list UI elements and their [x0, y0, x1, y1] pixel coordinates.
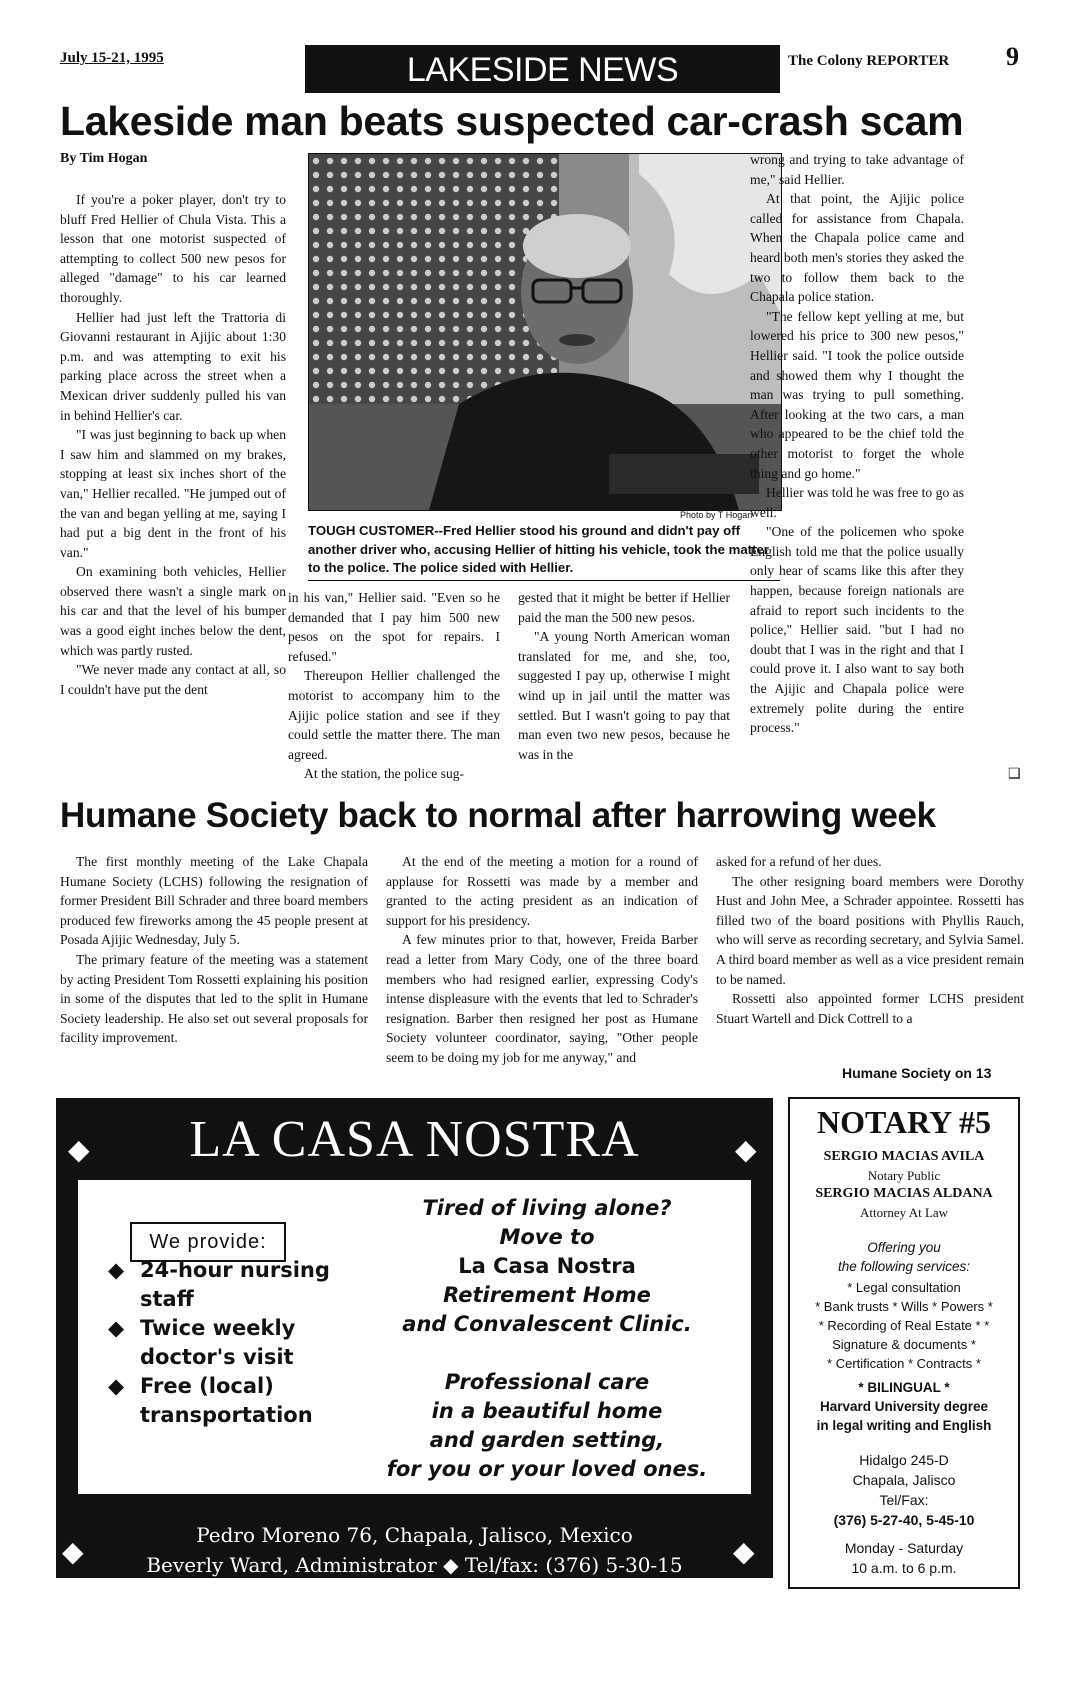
offering-line: Offering you — [867, 1240, 941, 1255]
paragraph: The other resigning board members were Dorothy Hust and John Mee, a Schrader appointee. Rossetti has filled two of the board positions with Phyllis Rauch, who will serve as recording secretary, and Sylvia Samel. A third board member as well as a vice president remain to be named. — [716, 873, 1024, 987]
pitch-line: Move to — [499, 1225, 595, 1249]
paragraph: On examining both vehicles, Hellier observed there wasn't a single mark on his car and that the level of his bumper was a good eight inches below the dent, which was partly rusted. — [60, 564, 286, 658]
story1-column-2 — [288, 588, 500, 784]
notary-address: Hidalgo 245-D — [859, 1452, 949, 1468]
story1-headline: Lakeside man beats suspected car-crash scam — [60, 98, 964, 144]
story1-column-1 — [60, 190, 286, 699]
service-item: 24-hour nursing staff — [140, 1258, 330, 1311]
paragraph: Thereupon Hellier challenged the motorist to accompany him to the Ajijic police station and see if they could settle the matter there. The man agreed. — [288, 668, 500, 762]
notary-phone: (376) 5-27-40, 5-45-10 — [833, 1512, 975, 1528]
diamond-icon: ◆ — [62, 1535, 84, 1568]
ad-address: Pedro Moreno 76, Chapala, Jalisco, Mexico — [196, 1523, 633, 1547]
diamond-icon: ◆ — [733, 1535, 755, 1568]
diamond-icon: ◆ — [443, 1553, 465, 1577]
story1-column-4 — [750, 150, 964, 738]
notary-hours: Monday - Saturday — [844, 1540, 964, 1556]
ad-pitch — [372, 1194, 722, 1484]
section-banner: LAKESIDE NEWS — [305, 45, 780, 93]
paragraph: wrong and trying to take advantage of me," said Hellier. — [750, 152, 964, 187]
attorney-name: SERGIO MACIAS ALDANA — [815, 1186, 993, 1201]
jump-line: Humane Society on 13 — [842, 1065, 992, 1081]
notary-tel-label: Tel/Fax: — [879, 1492, 929, 1508]
photo-illustration — [309, 154, 781, 510]
story2-column-3 — [716, 852, 1024, 1028]
pitch-line: Retirement Home — [443, 1283, 651, 1307]
ad-contact — [56, 1520, 773, 1580]
offering-line: the following services: — [837, 1259, 971, 1274]
photo-credit: Photo by T Hogan — [680, 510, 753, 520]
paragraph: gested that it might be better if Hellier paid the man the 500 new pesos. — [518, 590, 730, 625]
paragraph: Hellier was told he was free to go as well. — [750, 485, 964, 520]
bullet-diamond-icon: ◆ — [108, 1316, 125, 1340]
notary-hours: 10 a.m. to 6 p.m. — [851, 1560, 957, 1576]
pitch-line: La Casa Nostra — [458, 1254, 636, 1278]
degree-line: in legal writing and English — [816, 1418, 992, 1433]
paragraph: "A young North American woman translated for me, and she, too, suggested I pay up, otherwise I might wind up in jail until the matter was settled. But I wasn't going to pay that man even two new pesos, because he was in the — [518, 629, 730, 762]
paragraph: Hellier had just left the Trattoria di Giovanni restaurant in Ajijic about 1:30 p.m. and was attempting to exit his parking place across the street when a Mexican driver suddenly pulled his van in behind Hellier's car. — [60, 309, 286, 423]
diamond-icon: ◆ — [68, 1133, 90, 1166]
paragraph: in his van," Hellier said. "Even so he demanded that I pay him 500 new pesos on the spot for repairs. I refused." — [288, 590, 500, 664]
caption-rule — [308, 580, 780, 581]
paragraph: "One of the policemen who spoke English told me that the police usually only hear of scams like this after they happen, because foreign nationals are afraid to report such incidents to the police," Hellier said. "but I had no doubt that I was in the right and that I could prove it. I also want to say both the Ajijic and Chapala police were extremely polite during the entire process." — [750, 524, 964, 736]
story1-column-3 — [518, 588, 730, 764]
ad-tel: Tel/fax: (376) 5-30-15 — [464, 1553, 683, 1577]
hellier-photo — [308, 153, 782, 511]
pitch-line: in a beautiful home — [431, 1399, 663, 1423]
issue-date: July 15-21, 1995 — [60, 50, 164, 66]
paragraph: Rossetti also appointed former LCHS president Stuart Wartell and Dick Cottrell to a — [716, 991, 1024, 1026]
story2-headline: Humane Society back to normal after harrowing week — [60, 796, 936, 835]
pitch-line: and garden setting, — [429, 1428, 665, 1452]
story1-byline: By Tim Hogan — [60, 151, 148, 166]
photo-caption: TOUGH CUSTOMER--Fred Hellier stood his ground and didn't pay off another driver who, accusing Hellier of hitting his vehicle, took the matter to the police. The police sided with Hellier. — [308, 523, 769, 576]
service-line: Signature & documents * — [832, 1337, 976, 1352]
notary-city: Chapala, Jalisco — [852, 1472, 956, 1488]
pitch-line: for you or your loved ones. — [386, 1457, 708, 1481]
services-list — [108, 1256, 338, 1430]
paragraph: At the station, the police sug- — [304, 766, 465, 782]
page-number: 9 — [1006, 42, 1019, 71]
paragraph: "I was just beginning to back up when I saw him and slammed on my brakes, stopping at least six inches short of the van," Hellier recalled. "He jumped out of the van and began yelling at me, saying I had put a big dent in the front of his van." — [60, 427, 286, 560]
pitch-line: Professional care — [444, 1370, 650, 1394]
service-item: Free (local) transportation — [140, 1374, 313, 1427]
diamond-icon: ◆ — [735, 1133, 757, 1166]
pitch-line: and Convalescent Clinic. — [402, 1312, 692, 1336]
notary-title: NOTARY #5 — [817, 1104, 991, 1140]
ad-title: LA CASA NOSTRA — [189, 1111, 640, 1168]
paragraph: The first monthly meeting of the Lake Chapala Humane Society (LCHS) following the resignation of former President Bill Schrader and three board members produced few fireworks among the 45 people present at Posada Ajijic Wednesday, July 5. — [60, 854, 368, 948]
list-item — [108, 1372, 338, 1430]
bullet-diamond-icon: ◆ — [108, 1258, 125, 1282]
notary-role: Notary Public — [867, 1168, 941, 1183]
attorney-role: Attorney At Law — [859, 1205, 949, 1220]
bilingual-line: * BILINGUAL * — [858, 1380, 950, 1395]
paragraph: "The fellow kept yelling at me, but lowered his price to 300 new pesos," Hellier said. "I took the police outside and showed them why I thought the man was trying to pull something. After looking at the two cars, a man who appeared to be the chief told the other motorist to forget the whole thing and go home." — [750, 308, 964, 481]
service-line: * Certification * Contracts * — [827, 1356, 981, 1371]
service-line: * Legal consultation — [847, 1280, 961, 1295]
ad-admin: Beverly Ward, Administrator — [146, 1553, 437, 1577]
service-line: * Bank trusts * Wills * Powers * — [815, 1299, 993, 1314]
service-item: Twice weekly doctor's visit — [140, 1316, 296, 1369]
paragraph: If you're a poker player, don't try to bluff Fred Hellier of Chula Vista. This a lesson that one motorist suspected of attempting to collect 500 new pesos for alleged "damage" to his car learned thoroughly. — [60, 192, 286, 305]
degree-line: Harvard University degree — [819, 1399, 989, 1414]
paragraph: A few minutes prior to that, however, Freida Barber read a letter from Mary Cody, one of the three board members who had resigned earlier, expressing Cody's intense displeasure with the events that led to Schrader's resignation. Barber then resigned her post as Humane Society volunteer coordinator, saying, "Other people seem to be doing my job for me anyway," and — [386, 932, 698, 1065]
story2-column-2 — [386, 852, 698, 1068]
we-provide-box: We provide: — [130, 1222, 286, 1262]
newspaper-name: The Colony REPORTER — [788, 53, 950, 69]
list-item — [108, 1314, 338, 1372]
service-line: * Recording of Real Estate * * — [818, 1318, 990, 1333]
paragraph: "We never made any contact at all, so I couldn't have put the dent — [60, 662, 286, 697]
paragraph: At the end of the meeting a motion for a round of applause for Rossetti was made by a member and granted to the acting president as an indication of support for his presidency. — [386, 854, 698, 928]
paragraph: The primary feature of the meeting was a statement by acting President Tom Rossetti explaining his position in some of the disputes that led to the split in Humane Society leadership. He also set out several proposals for facility improvement. — [60, 951, 368, 1046]
story2-column-1 — [60, 852, 368, 1048]
pitch-line: Tired of living alone? — [422, 1196, 672, 1220]
paragraph: asked for a refund of her dues. — [716, 854, 882, 869]
end-of-story-mark: ❑ — [1008, 765, 1021, 781]
ad-admin-line — [56, 1550, 773, 1580]
bullet-diamond-icon: ◆ — [108, 1374, 125, 1398]
notary-name: SERGIO MACIAS AVILA — [823, 1149, 985, 1164]
list-item — [108, 1256, 338, 1314]
paragraph: At that point, the Ajijic police called for assistance from Chapala. When the Chapala police came and heard both men's stories they asked the two to follow them back to the Chapala police station. — [750, 191, 964, 305]
